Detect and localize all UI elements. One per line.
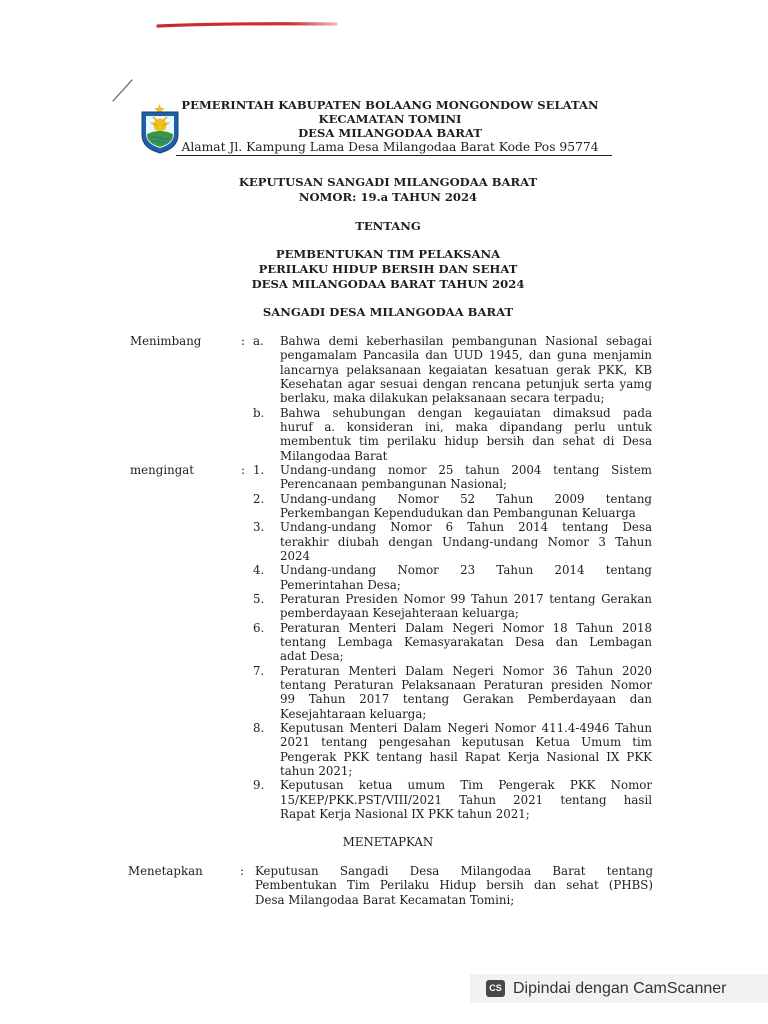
text-line: Kesejahtaraan keluarga;	[280, 706, 427, 721]
item-text	[280, 563, 652, 592]
decree-about: TENTANG	[355, 219, 421, 233]
section-mengingat	[0, 463, 768, 821]
letterhead-district: KECAMATAN TOMINI	[318, 112, 462, 126]
camscanner-text: Dipindai dengan CamScanner	[513, 980, 727, 997]
list-item	[130, 492, 768, 521]
letterhead-divider	[176, 155, 612, 156]
text-line: Rapat Kerja Nasional IX PKK tahun 2021;	[280, 806, 530, 821]
item-text	[280, 492, 652, 521]
text-line: Perencanaan pembangunan Nasional;	[280, 477, 507, 492]
item-text	[280, 463, 652, 492]
decree-subject-line: PEMBENTUKAN TIM PELAKSANA	[275, 247, 501, 261]
text-line: berlaku, maka dilakukan pelaksanaan secara terpadu;	[280, 391, 605, 406]
list-item	[130, 463, 768, 492]
text-line: Peraturan Presiden Nomor 99 Tahun 2017 tentang Gerakan	[280, 591, 652, 606]
letterhead-government: PEMERINTAH KABUPATEN BOLAANG MONGONDOW SELATAN	[181, 98, 599, 112]
text-line: tentang Peraturan Pelaksanaan Peraturan presiden Nomor	[280, 677, 652, 692]
list-item	[130, 664, 768, 721]
text-line: Undang-undang nomor 25 tahun 2004 tentang Sistem	[280, 462, 652, 477]
item-text	[280, 621, 652, 664]
text-line: Pembentukan Tim Perilaku Hidup bersih dan sehat (PHBS)	[255, 878, 653, 893]
text-line: Keputusan ketua umum Tim Pengerak PKK Nomor	[280, 778, 652, 793]
text-line: Pengerak PKK tentang hasil Rapat Kerja Nasional IX PKK	[280, 749, 652, 764]
decree-body	[0, 334, 768, 907]
text-line: lancarnya pelaksanaan kegaiatan kesatuan gerak PKK, KB	[280, 362, 652, 377]
section-label: Menimbang	[130, 334, 202, 348]
item-marker: b.	[253, 405, 265, 420]
decision-row	[128, 864, 768, 907]
text-line: Peraturan Menteri Dalam Negeri Nomor 36 Tahun 2020	[280, 663, 652, 678]
item-text	[280, 406, 652, 463]
text-line: Undang-undang Nomor 52 Tahun 2009 tentang	[280, 491, 652, 506]
letterhead-village: DESA MILANGODAA BARAT	[298, 126, 482, 140]
item-marker: 5.	[253, 591, 265, 606]
text-line: Perkembangan Kependudukan dan Pembangunan Keluarga	[280, 505, 636, 520]
text-line: huruf a. konsideran ini, maka dipandang perlu untuk	[280, 419, 652, 434]
text-line: 15/KEP/PKK.PST/VIII/2021 Tahun 2021 tentang hasil	[280, 792, 652, 807]
decision-heading: MENETAPKAN	[342, 835, 434, 850]
text-line: Bahwa sehubungan dengan kegauiatan dimaksud pada	[280, 405, 652, 420]
text-line: Peraturan Menteri Dalam Negeri Nomor 18 Tahun 2018	[280, 620, 652, 635]
decision-label: Menetapkan	[128, 864, 203, 879]
list-item	[130, 563, 768, 592]
item-marker: 9.	[253, 778, 265, 793]
text-line: 2024	[280, 548, 311, 563]
decree-number: NOMOR: 19.a TAHUN 2024	[298, 190, 478, 204]
list-item	[130, 778, 768, 821]
item-marker: 7.	[253, 663, 265, 678]
decree-issuer: SANGADI DESA MILANGODAA BARAT	[262, 305, 514, 319]
letterhead	[170, 98, 610, 154]
item-text	[280, 334, 652, 406]
text-line: Desa Milangodaa Barat Kecamatan Tomini;	[255, 892, 515, 907]
text-line: Undang-undang Nomor 6 Tahun 2014 tentang Desa	[280, 520, 652, 535]
considerations	[0, 334, 768, 821]
list-item	[130, 621, 768, 664]
item-text	[280, 592, 652, 621]
decree-subject-line: PERILAKU HIDUP BERSIH DAN SEHAT	[258, 262, 518, 276]
section-separator: :	[241, 462, 245, 477]
camscanner-watermark	[470, 974, 768, 1003]
item-marker: 2.	[253, 491, 265, 506]
item-marker: 4.	[253, 563, 265, 578]
section-menimbang	[0, 334, 768, 463]
text-line: pemberdayaan Kesejahteraan keluarga;	[280, 606, 519, 621]
list-item	[130, 334, 768, 406]
letterhead-address: Alamat Jl. Kampung Lama Desa Milangodaa Barat Kode Pos 95774	[181, 140, 599, 154]
item-text	[280, 664, 652, 721]
list-item	[130, 406, 768, 463]
text-line: 99 Tahun 2017 tentang Gerakan Pemberdayaan dan	[280, 692, 652, 707]
text-line: Keputusan Menteri Dalam Negeri Nomor 411.4-4946 Tahun	[280, 720, 652, 735]
text-line: pengamalam Pancasila dan UUD 1945, dan guna menjamin	[280, 348, 652, 363]
text-line: adat Desa;	[280, 649, 344, 664]
list-item	[130, 520, 768, 563]
text-line: 2021 tentang pengesahan keputusan Ketua Umum tim	[280, 735, 652, 750]
item-text	[280, 721, 652, 778]
item-marker: 1.	[253, 462, 265, 477]
section-label: mengingat	[130, 462, 195, 477]
item-text	[280, 778, 652, 821]
decree-title: KEPUTUSAN SANGADI MILANGODAA BARAT	[238, 175, 538, 189]
item-marker: 8.	[253, 720, 265, 735]
text-line: Keputusan Sangadi Desa Milangodaa Barat tentang	[255, 864, 653, 879]
decree-subject-line: DESA MILANGODAA BARAT TAHUN 2024	[251, 277, 525, 291]
camscanner-logo-icon: CS	[486, 980, 505, 997]
item-marker: 6.	[253, 620, 265, 635]
decision-text	[255, 864, 653, 907]
item-text	[280, 520, 652, 563]
list-item	[130, 592, 768, 621]
red-ink-mark	[154, 18, 340, 32]
text-line: terakhir diubah dengan Undang-undang Nomor 3 Tahun	[280, 534, 652, 549]
text-line: membentuk tim perilaku hidup bersih dan sehat di Desa	[280, 434, 652, 449]
pen-stroke-icon	[110, 77, 136, 105]
text-line: Milangodaa Barat	[280, 448, 388, 463]
item-marker: a.	[253, 334, 264, 348]
text-line: Kesehatan agar sesuai dengan rencana petunjuk serta yamg	[280, 376, 652, 391]
text-line: Bahwa demi keberhasilan pembangunan Nasional sebagai	[280, 334, 652, 348]
text-line: Undang-undang Nomor 23 Tahun 2014 tentang	[280, 563, 652, 578]
decision-separator: :	[240, 864, 244, 879]
item-marker: 3.	[253, 520, 265, 535]
list-item	[130, 721, 768, 778]
text-line: Pemerintahan Desa;	[280, 577, 401, 592]
text-line: tentang Lembaga Kemasyarakatan Desa dan Lembagan	[280, 634, 652, 649]
section-separator: :	[241, 334, 245, 348]
text-line: tahun 2021;	[280, 763, 353, 778]
